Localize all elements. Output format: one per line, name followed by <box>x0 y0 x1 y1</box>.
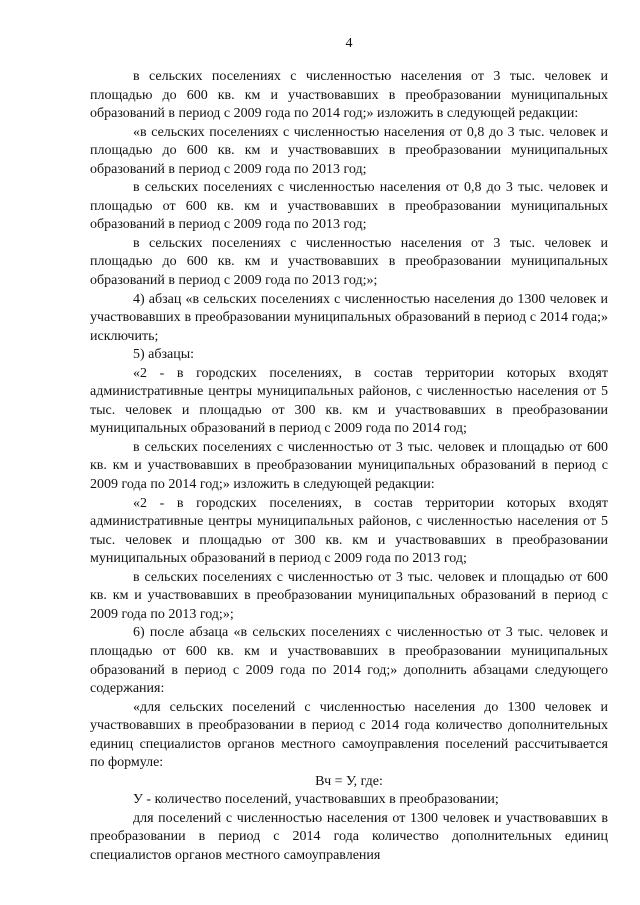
paragraph: У - количество поселений, участвовавших в преобразовании; <box>133 792 499 808</box>
paragraph: в сельских поселениях с численностью населения от 0,8 до 3 тыс. человек и площадью от 600 кв. км и участвовавших в преобразовании муниципальных образований в период с 2009 года по 2013 год; <box>90 180 608 233</box>
paragraph: в сельских поселениях с численностью от 3 тыс. человек и площадью от 600 кв. км и участвовавших в преобразовании муниципальных образований в период с 2009 года по 2013 год;»; <box>90 569 608 622</box>
paragraph: «для сельских поселений с численностью населения до 1300 человек и участвовавших в преобразовании в период с 2014 года количество дополнительных единиц специалистов органов местного самоуправления поселений рассчитывается по формуле: <box>90 699 608 771</box>
paragraph: в сельских поселениях с численностью населения от 3 тыс. человек и площадью до 600 кв. км и участвовавших в преобразовании муниципальных образований в период с 2009 года по 2013 год;»; <box>90 235 608 289</box>
paragraph: для поселений с численностью населения от 1300 человек и участвовавших в преобразовании в период с 2014 года количество дополнительных единиц специалистов органов местного самоуправления <box>90 810 608 863</box>
paragraph: «в сельских поселениях с численностью населения от 0,8 до 3 тыс. человек и площадью до 600 кв. км и участвовавших в преобразовании муниципальных образований в период с 2009 года по 2013 год; <box>90 124 608 177</box>
page-number: 4 <box>345 36 353 51</box>
paragraph: «2 - в городских поселениях, в состав территории которых входят административные центры муниципальных районов, с численностью населения от 5 тыс. человек и площадью от 300 кв. км и участвовавших в преобразовании муниципальных образований в период с 2009 года по 2013 год; <box>90 495 608 567</box>
paragraph: 5) абзацы: <box>133 347 195 363</box>
paragraph: «2 - в городских поселениях, в состав территории которых входят административные центры муниципальных районов, с численностью населения от 5 тыс. человек и площадью от 300 кв. км и участвовавших в преобразовании муниципальных образований в период с 2009 года по 2014 год; <box>90 365 608 437</box>
paragraph: в сельских поселениях с численностью от 3 тыс. человек и площадью от 600 кв. км и участвовавших в преобразовании муниципальных образований в период с 2009 года по 2014 год;» изложить в следующей редакции: <box>90 439 608 493</box>
document-page <box>90 30 608 866</box>
paragraph: в сельских поселениях с численностью населения от 3 тыс. человек и площадью до 600 кв. км и участвовавших в преобразовании муниципальных образований в период с 2009 года по 2014 год;» изложить в следующей редакции: <box>90 69 608 122</box>
paragraph: 6) после абзаца «в сельских поселениях с численностью от 3 тыс. человек и площадью от 600 кв. км и участвовавших в преобразовании муниципальных образований в период с 2009 года по 2014 год;» дополнить абзацами следующего содержания: <box>90 625 608 697</box>
paragraph: 4) абзац «в сельских поселениях с численностью населения до 1300 человек и участвовавших в преобразовании муниципальных образований в период с 2014 года;» исключить; <box>90 291 608 344</box>
formula: Вч = У, где: <box>315 773 383 789</box>
